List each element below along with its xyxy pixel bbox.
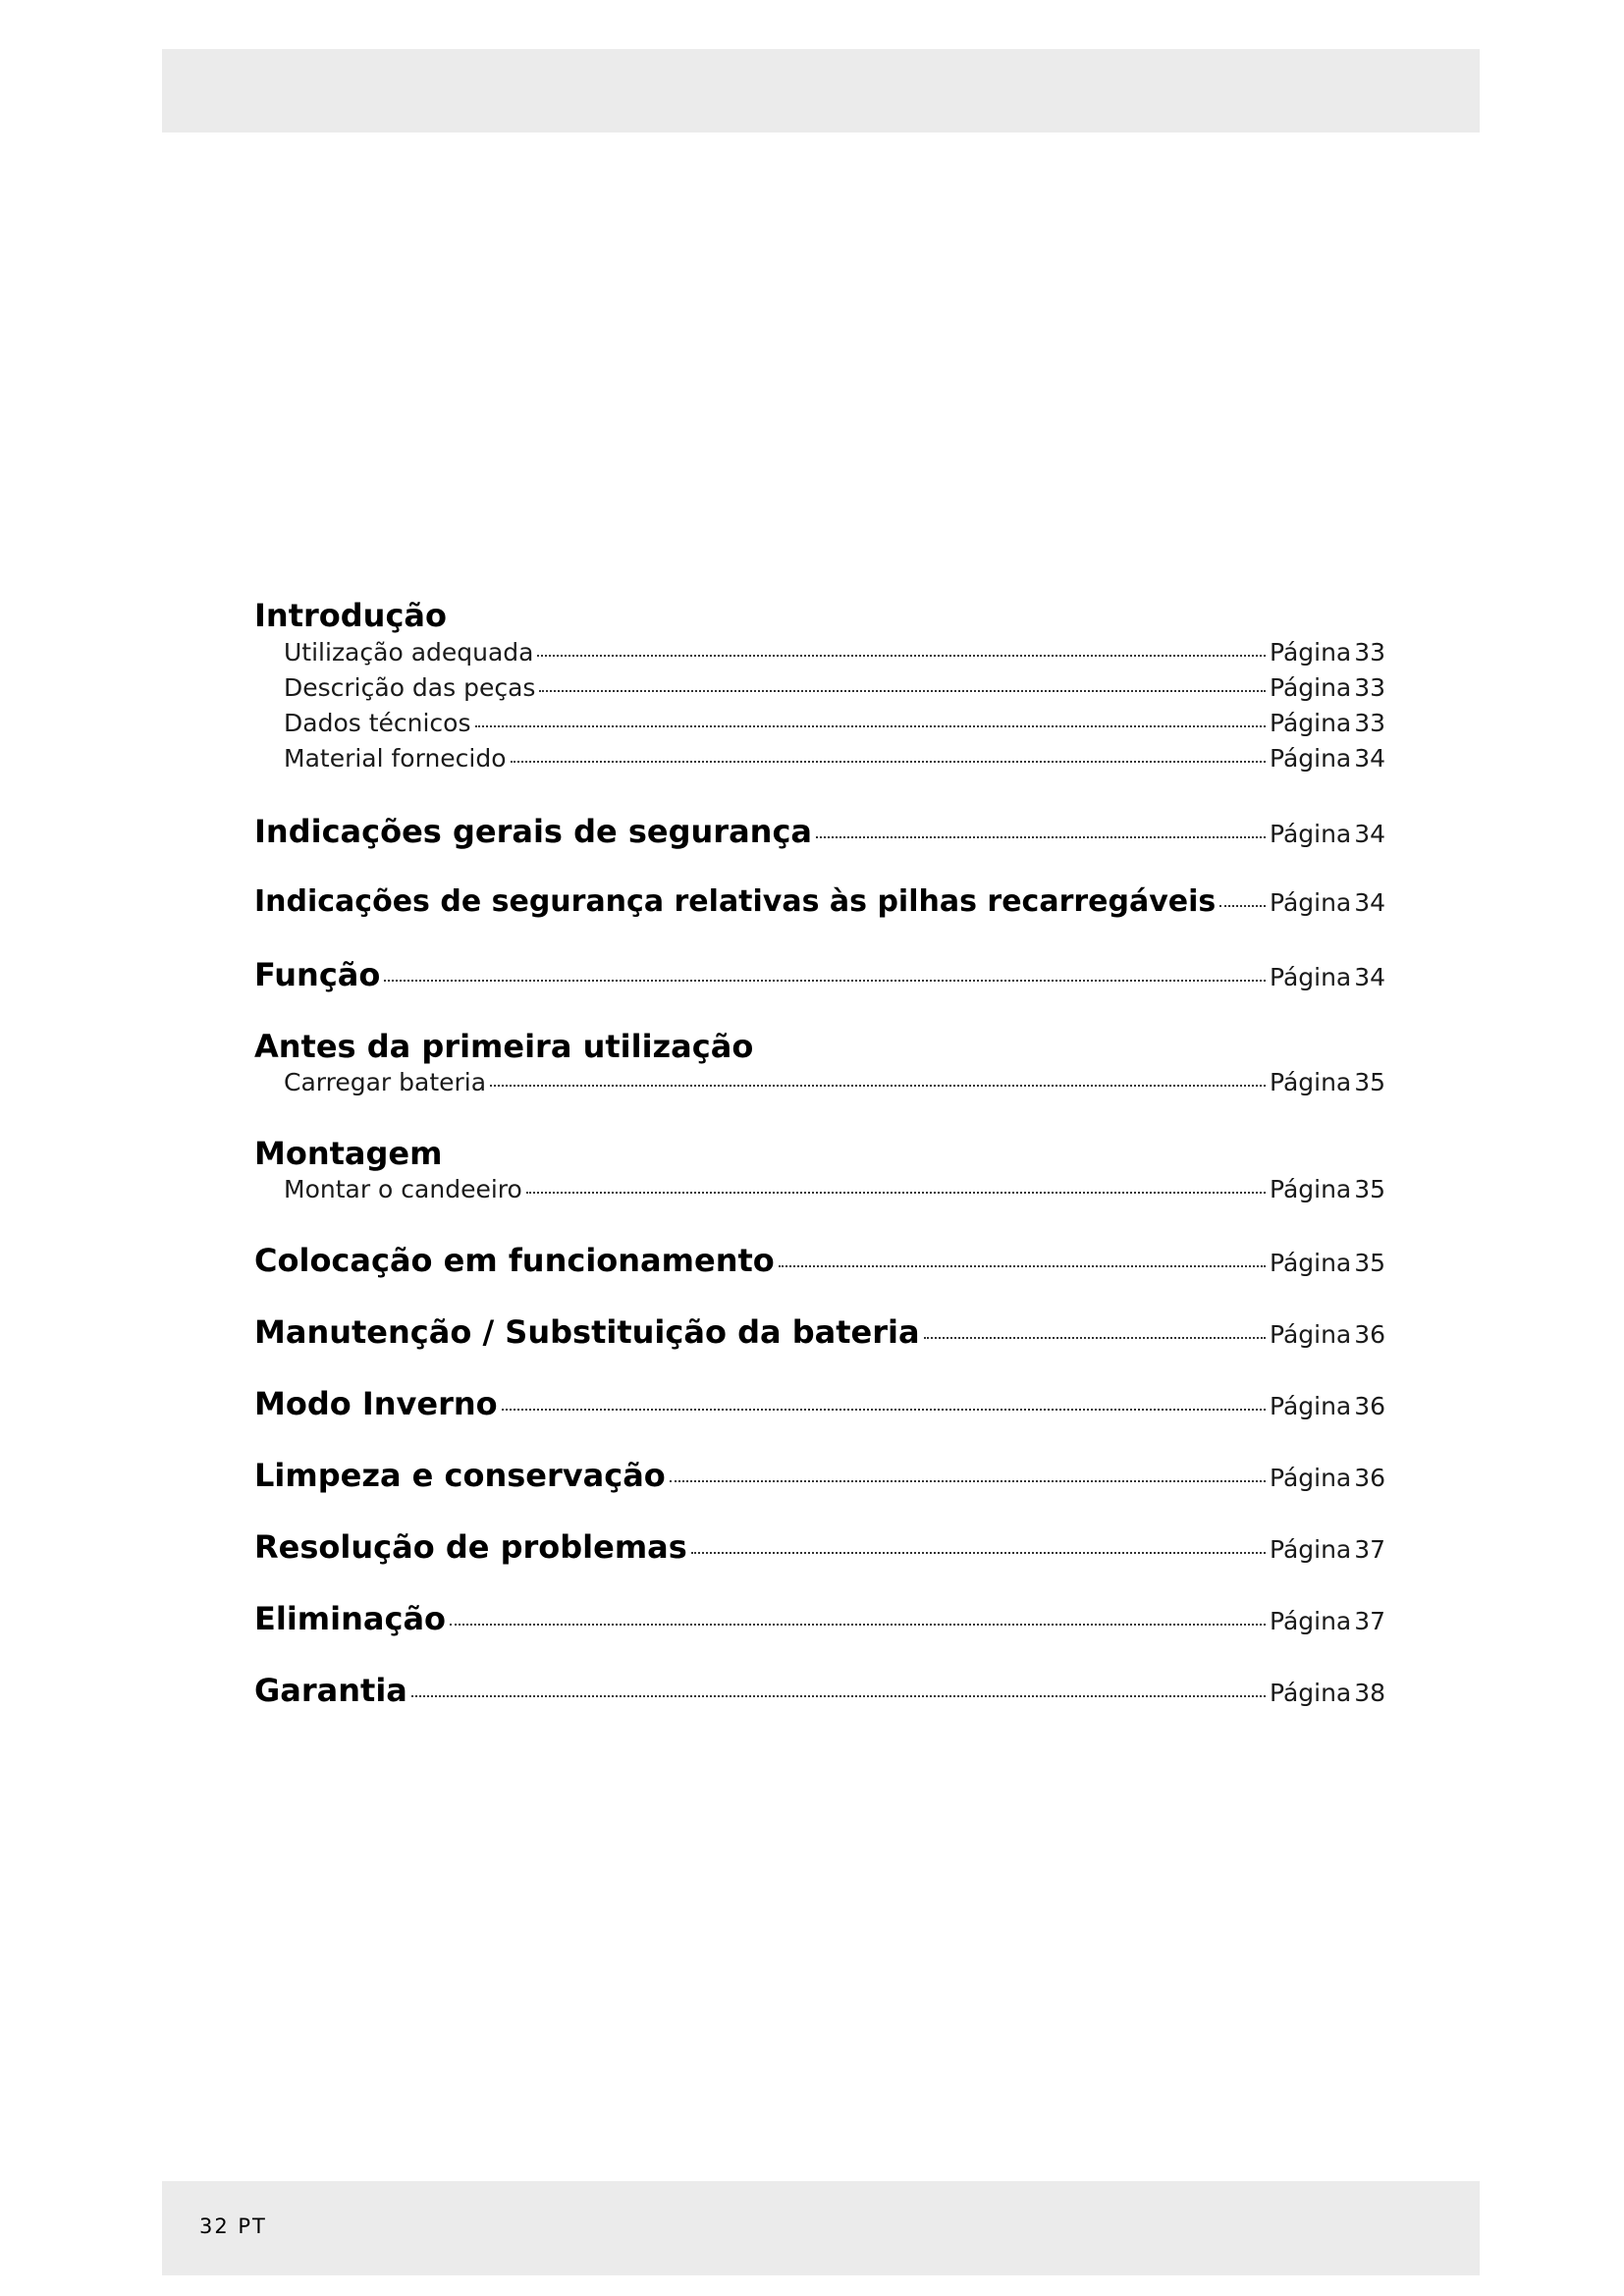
toc-heading-montagem: Montagem [254,1135,443,1172]
toc-entry-title: Colocação em funcionamento [254,1242,775,1279]
page-number: 33 [1354,673,1385,702]
footer-band [162,2181,1480,2275]
dot-leader [475,725,1267,727]
toc-entry-dados-tecnicos[interactable] [284,709,1385,744]
toc-entry-funcao[interactable] [254,956,1385,991]
toc-entry-modo-inverno[interactable] [254,1385,1385,1420]
toc-entry-manutencao[interactable] [254,1313,1385,1349]
page-number: 36 [1354,1464,1385,1492]
dot-leader [539,690,1266,692]
page-word: Página [1270,1607,1352,1635]
dot-leader [1219,905,1266,907]
page-word: Página [1270,638,1352,667]
toc-entry-label: Carregar bateria [284,1068,487,1096]
toc-entry-indicacoes-pilhas[interactable] [254,884,1385,920]
toc-entry-title: Manutenção / Substituição da bateria [254,1313,920,1351]
toc-entry-eliminacao[interactable] [254,1600,1385,1635]
page-number: 34 [1354,963,1385,991]
toc-entry-label: Utilização adequada [284,638,534,667]
dot-leader [526,1192,1266,1194]
page-number: 37 [1354,1607,1385,1635]
page-number-label: 32 PT [199,2215,267,2238]
page-word: Página [1270,888,1352,917]
page-word: Página [1270,1679,1352,1707]
page-word: Página [1270,1392,1352,1420]
toc-entry-title: Modo Inverno [254,1385,498,1422]
page-number: 35 [1354,1249,1385,1277]
toc-entry-limpeza[interactable] [254,1457,1385,1492]
dot-leader [502,1409,1266,1411]
page-word: Página [1270,820,1352,848]
toc-entry-label: Descrição das peças [284,673,536,702]
toc-heading-antes: Antes da primeira utilização [254,1028,754,1065]
toc-entry-label: Material fornecido [284,744,507,773]
page-word: Página [1270,1175,1352,1203]
toc-entry-title: Indicações gerais de segurança [254,813,813,850]
page-word: Página [1270,1535,1352,1564]
toc-entry-indicacoes-gerais[interactable] [254,813,1385,848]
toc-entry-title: Garantia [254,1672,407,1709]
toc-entry-title: Indicações de segurança relativas às pilhas recarregáveis [254,884,1217,919]
page-number: 35 [1354,1175,1385,1203]
page-number: 34 [1354,888,1385,917]
toc-entry-colocacao[interactable] [254,1242,1385,1277]
toc-entry-utilizacao-adequada[interactable] [284,638,1385,673]
toc-entry-descricao-pecas[interactable] [284,673,1385,709]
dot-leader [537,655,1266,657]
toc-heading-introducao: Introdução [254,597,447,634]
dot-leader [450,1624,1266,1626]
toc-entry-carregar-bateria[interactable] [284,1068,1385,1103]
page-number: 38 [1354,1679,1385,1707]
dot-leader [816,836,1266,838]
dot-leader [384,980,1266,982]
page-word: Página [1270,673,1352,702]
toc-entry-label: Montar o candeeiro [284,1175,522,1203]
dot-leader [670,1480,1266,1482]
page-word: Página [1270,1068,1352,1096]
page-word: Página [1270,709,1352,737]
dot-leader [511,761,1266,763]
dot-leader [924,1337,1266,1339]
dot-leader [490,1085,1266,1087]
page-word: Página [1270,963,1352,991]
toc-entry-title: Resolução de problemas [254,1528,687,1566]
page-number: 37 [1354,1535,1385,1564]
toc-entry-montar-candeeiro[interactable] [284,1175,1385,1210]
toc-entry-title: Limpeza e conservação [254,1457,666,1494]
toc-entry-resolucao[interactable] [254,1528,1385,1564]
page-word: Página [1270,744,1352,773]
page-number: 34 [1354,820,1385,848]
page-number: 36 [1354,1392,1385,1420]
toc-entry-title: Função [254,956,381,993]
page-number: 34 [1354,744,1385,773]
toc-entry-garantia[interactable] [254,1672,1385,1707]
toc-entry-title: Eliminação [254,1600,447,1637]
dot-leader [691,1552,1266,1554]
page-number: 36 [1354,1320,1385,1349]
toc-entry-material-fornecido[interactable] [284,744,1385,779]
dot-leader [779,1265,1266,1267]
page-number: 33 [1354,709,1385,737]
toc-entry-label: Dados técnicos [284,709,471,737]
page-number: 33 [1354,638,1385,667]
dot-leader [411,1695,1266,1697]
page-number: 35 [1354,1068,1385,1096]
page-word: Página [1270,1320,1352,1349]
page-word: Página [1270,1249,1352,1277]
page-word: Página [1270,1464,1352,1492]
